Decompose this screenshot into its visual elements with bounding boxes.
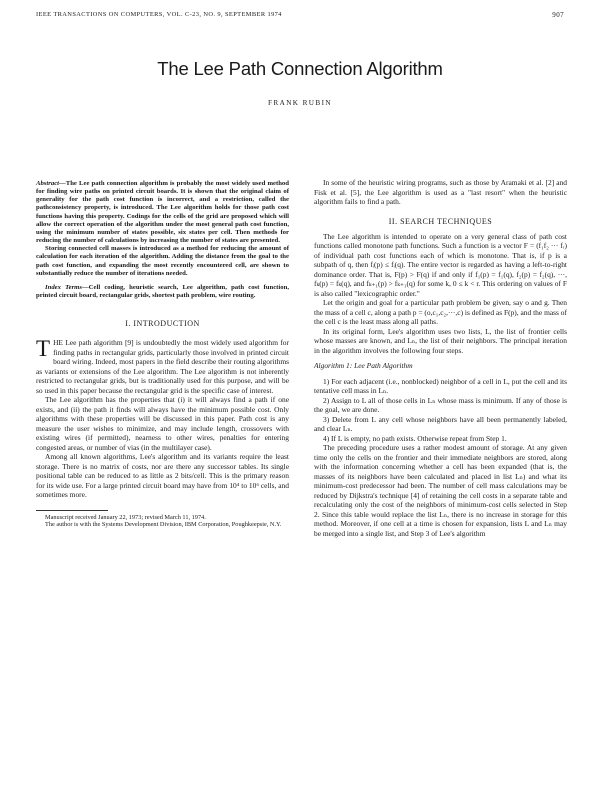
algorithm-step-3: 3) Delete from L any cell whose neighbors have all been permanently labeled, and clear Lₙ.	[314, 414, 567, 433]
abstract-paragraph-2: Storing connected cell masses is introduced as a method for reducing the amount of calculation for each iteration of the algorithm. Adding the distance from the goal to the path cost function, and expanding the most recently encountered cell, are shown to substantially reduce the number of iterations needed.	[36, 245, 289, 277]
abstract-paragraph-1	[36, 180, 289, 245]
paper-title: The Lee Path Connection Algorithm	[157, 58, 443, 79]
footnote-rule	[36, 510, 108, 511]
algorithm-step-1: 1) For each adjacent (i.e., nonblocked) neighbor of a cell in L, put the cell and its tentative cell mass in Lₙ.	[314, 376, 567, 395]
journal-name: IEEE TRANSACTIONS ON COMPUTERS, VOL. C-23, NO. 9, SEPTEMBER 1974	[36, 11, 282, 18]
search-paragraph-1: The Lee algorithm is intended to operate on a very general class of path cost functions called monotone path functions. Such a function is a vector F = (f₁f₂ ··· fᵣ) of individual path cost functions each of which is monotone. That is, if p is a subpath of q, then fᵢ(p) ≤ fᵢ(q). The entire vector is regarded as having a left-to-right dominance order. That is, F(p) > F(q) if and only if f₁(p) = f₁(q), f₂(p) = f₂(q), ···, fₖ(p) = fₖ(q), and fₖ₊₁(p) > fₖ₊₁(q) for some k, 0 ≤ k < r. This ordering on values of F is also called "lexicographic order."	[314, 231, 567, 298]
search-paragraph-3: In its original form, Lee's algorithm uses two lists, L, the list of frontier cells whose masses are known, and Lₙ, the list of their neighbors. The principal iteration in the algorithm involves the following four steps.	[314, 326, 567, 355]
algorithm-heading: Algorithm 1: Lee Path Algorithm	[314, 361, 413, 370]
index-terms-lead: Index Terms	[45, 283, 82, 291]
footnote-affiliation: The author is with the Systems Development Division, IBM Corporation, Poughkeepsie, N.Y.	[45, 521, 282, 529]
left-column	[36, 180, 289, 529]
running-head	[36, 11, 564, 21]
abstract	[36, 180, 289, 300]
search-paragraph-2: Let the origin and goal for a particular path problem be given, say o and g. Then the mass of a cell c, along a path p = (o,c₁,c₂,···,c) is defined as F(p), and the mass of the cell c is the least mass along all paths.	[314, 298, 567, 326]
page-number: 907	[552, 11, 564, 19]
drop-cap: T	[36, 336, 51, 362]
abstract-text-1: —The Lee path connection algorithm is probably the most widely used method for finding wire paths on printed circuit boards. It is shown that the original claim of generality for the path cost function is incorrect, and a restriction, called the pathconsistency property, is introduced. The Lee algorithm holds for those path cost functions having this property. Codings for the cells of the grid are proposed which will allow the correct operation of the algorithm under the most general path cost function, using the minimum number of states possible, six states per cell. Then methods for reducing the number of calculations by increasing the number of states are presented.	[36, 180, 289, 245]
search-paragraph-4: The preceding procedure uses a rather modest amount of storage. At any given time only the cells on the frontier and their immediate neighbors are stored, along with the information concerning whether a cell has been expanded (that is, the masses of its neighbors have been calculated and placed in list Lₙ) and what its minimum-cost predecessor had been. The number of cell mass calculations may be reduced by Dijkstra's technique [4] of retaining the cell costs in a separate table and recalculating only the cost of the neighbors of minimum-cost cells selected in Step 2. Since this table would replace the list Lₙ, there is no increase in storage for this method. Moreover, if one cell at a time is chosen for expansion, lists L and Lₙ may be merged into a single list, and Step 3 of Lee's algorithm	[314, 443, 567, 538]
abstract-lead: Abstract	[36, 180, 60, 187]
intro-paragraph-2: The Lee algorithm has the properties that (i) it will always find a path if one exists, and (ii) the path it finds will always have the minimum possible cost. Only algorithms with these properties will be discussed in this paper. Path cost is any measure the user wishes to minimize, and may include length, crossovers with existing wires (if permitted), nearness to other wires, penalties for entering congested areas, or number of vias (in the multilayer case).	[36, 395, 289, 452]
right-column	[314, 178, 567, 538]
intro-paragraph-1	[36, 338, 289, 395]
algorithm-step-4: 4) If L is empty, no path exists. Otherwise repeat from Step 1.	[323, 433, 507, 443]
intro-paragraph-3: Among all known algorithms, Lee's algorithm and its variants require the least storage. There is no matrix of costs, nor are there any successor tables. Its single positional table can be reduced to as little as 2 bits/cell. This is the primary reason for its wide use. For a large printed circuit board may have from 10⁴ to 10⁶ cells, and sometimes more.	[36, 452, 289, 500]
algorithm-step-2: 2) Assign to L all of those cells in Lₙ whose mass is minimum. If any of those is the goal, we are done.	[314, 395, 567, 414]
right-paragraph-0: In some of the heuristic wiring programs, such as those by Aramaki et al. [2] and Fisk et al. [5], the Lee algorithm is used as a "last resort" when the heuristic algorithm fails to find a path.	[314, 178, 567, 206]
footnote-received: Manuscript received January 22, 1973; revised March 11, 1974.	[45, 513, 206, 521]
index-terms-text: —Cell coding, heuristic search, Lee algorithm, path cost function, printed circuit board, rectangular grids, shortest path problem, wire routing.	[36, 283, 289, 300]
author-name: FRANK RUBIN	[268, 99, 332, 107]
section-heading-introduction: I. INTRODUCTION	[125, 319, 200, 329]
index-terms	[36, 284, 289, 300]
section-heading-search-techniques: II. SEARCH TECHNIQUES	[388, 216, 493, 226]
intro-text-1: HE Lee path algorithm [9] is undoubtedly the most widely used algorithm for finding paths in rectangular grids, particularly those involved in printed circuit board wiring. Indeed, most papers in the field describe their routing algorithms as variants or extensions of the Lee algorithm. The Lee algorithm is not inherently restricted to rectangular grids, but is traditionally used for this purpose, and will be so used in this paper because the rectangular grid is the specific case of interest.	[36, 338, 289, 395]
